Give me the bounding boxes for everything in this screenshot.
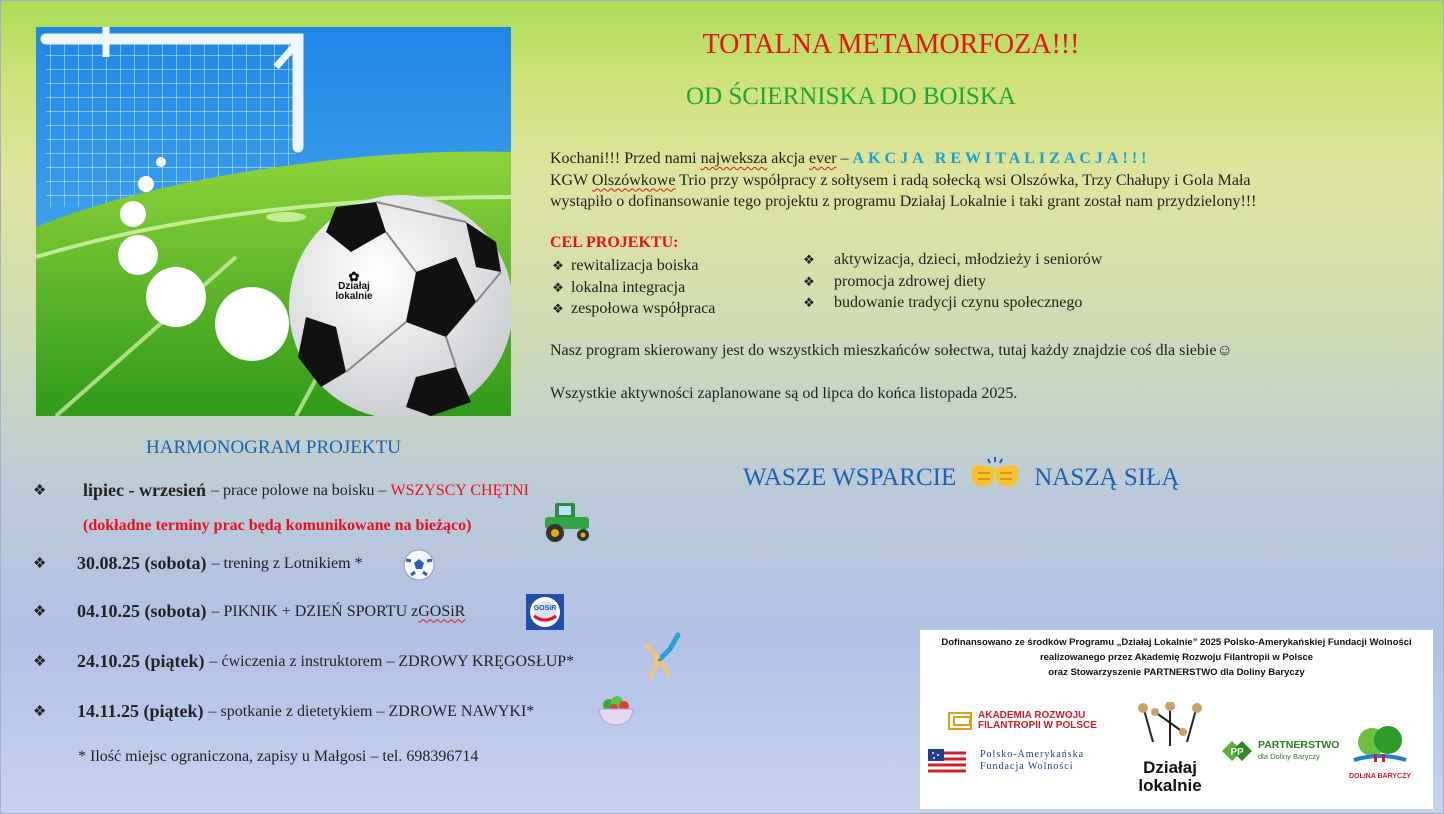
pafw-line-1: Polsko-Amerykańska [980, 749, 1085, 760]
fist-bump-icon [968, 455, 1022, 500]
soccer-goal-illustration [36, 27, 511, 416]
schedule-desc: – spotkanie z dietetykiem – ZDROWE NAWYKI* [208, 702, 535, 720]
support-left: WASZE WSPARCIE [743, 463, 957, 491]
pafw-flag-icon [928, 745, 966, 777]
intro-line-2-rest: Trio przy współpracy z sołtysem i radą sołecką wsi Olszówka, Trzy Chałupy i Gola Mała [675, 171, 1251, 189]
goal-label: lokalna integracja [571, 278, 686, 296]
support-right: NASZĄ SIŁĄ [1034, 463, 1180, 491]
schedule-desc: – ćwiczenia z instruktorem – ZDROWY KRĘGOSŁUP* [209, 652, 575, 670]
diamond-bullet-icon: ❖ [803, 295, 815, 310]
schedule-row [33, 651, 574, 672]
dolina-text: DOLINA BARYCZY [1348, 773, 1412, 780]
schedule-title: HARMONOGRAM PROJEKTU [146, 437, 401, 458]
intro-kgw: KGW [550, 171, 592, 189]
schedule-row [33, 480, 529, 501]
intro-misspelled-word: najweksza [700, 150, 768, 167]
diamond-bullet-icon: ❖ [803, 273, 815, 289]
arfp-line-1: AKADEMIA ROZWOJU [978, 710, 1086, 721]
partner-line-2: dla Doliny Baryczy [1258, 752, 1320, 761]
soccer-ball-icon [402, 548, 436, 587]
arfp-line-2: FILANTROPII W POLSCE [978, 720, 1097, 731]
ball-logo [334, 269, 374, 302]
dzialaj-lokalnie-logo [1130, 702, 1210, 795]
intro-line-3: wystąpiło o dofinansowanie tego projektu z programu Działaj Lokalnie i taki grant został nam przydzielony!!! [550, 193, 1257, 210]
sponsor-line-1: Dofinansowano ze środków Programu „Działaj Lokalnie” 2025 Polsko-Amerykańskiej Fundacji Wolności [941, 637, 1412, 648]
list-item [802, 292, 1102, 314]
program-text: Nasz program skierowany jest do wszystkich mieszkańców sołectwa, tutaj każdy znajdzie coś dla siebie☺ [550, 342, 1233, 359]
cartwheel-icon [638, 631, 682, 684]
goal-label: zespołowa współpraca [571, 300, 716, 317]
dl-line-1: Działaj [1143, 758, 1197, 777]
schedule-row [33, 553, 363, 574]
intro-olszowkowe: Olszówkowe [591, 171, 676, 189]
partner-line-1: PARTNERSTWO [1258, 739, 1340, 751]
goals-list-left [551, 255, 715, 320]
ball-logo-line1: Działaj [338, 281, 370, 292]
dzialaj-lokalnie-flowers-icon [1133, 702, 1207, 754]
pafw-logo [928, 745, 1084, 777]
diamond-bullet-icon: ❖ [803, 252, 815, 267]
arfp-mark-icon [948, 712, 972, 730]
diamond-bullet-icon: ❖ [552, 258, 564, 273]
dates-text: Wszystkie aktywności zaplanowane są od lipca do końca listopada 2025. [550, 385, 1018, 402]
arfp-logo [948, 711, 1097, 731]
diamond-bullet-icon: ❖ [33, 654, 47, 670]
goal-label: budowanie tradycji czynu społecznego [834, 294, 1083, 311]
pafw-line-2: Fundacja Wolności [980, 761, 1074, 772]
partnerstwo-logo [1220, 737, 1339, 765]
schedule-highlight: WSZYSCY CHĘTNI [390, 481, 529, 499]
schedule-row [33, 601, 465, 622]
svg-text:PP: PP [1230, 747, 1244, 758]
ball-logo-flower-icon: ✿ [348, 269, 360, 284]
salad-bowl-icon [597, 691, 635, 734]
goal-label: promocja zdrowej diety [834, 272, 986, 290]
page-subtitle: OD ŚCIERNISKA DO BOISKA [686, 83, 1016, 110]
gosir-logo-icon [526, 594, 564, 635]
intro-line-1 [550, 148, 1410, 170]
intro-text-c: akcja [767, 150, 809, 167]
schedule-desc: – PIKNIK + DZIEŃ SPORTU z [211, 602, 419, 620]
diamond-bullet-icon: ❖ [33, 604, 47, 620]
diamond-bullet-icon: ❖ [33, 704, 47, 720]
schedule-date: 14.11.25 (piątek) [77, 701, 204, 721]
sponsor-line-2: realizowanego przez Akademię Rozwoju Filantropii w Polsce [1039, 652, 1314, 663]
intro-line-2 [550, 170, 1410, 192]
diamond-bullet-icon: ❖ [552, 279, 564, 295]
schedule-date: lipiec - wrzesień [83, 480, 206, 500]
intro-dash: – [836, 150, 853, 167]
schedule-desc: – trening z Lotnikiem * [211, 554, 363, 572]
diamond-bullet-icon: ❖ [33, 556, 47, 572]
intro-word-ever: ever [809, 150, 837, 167]
page-title: TOTALNA METAMORFOZA!!! [702, 29, 1080, 60]
dolina-baryczy-trees-icon [1348, 724, 1412, 768]
schedule-footnote: * Ilość miejsc ograniczona, zapisy u Małgosi – tel. 698396714 [78, 748, 479, 765]
sponsor-text [920, 635, 1433, 680]
intro-akcja-rewitalizacja: AKCJA REWITALIZACJA!!! [852, 150, 1151, 167]
dl-line-2: lokalnie [1138, 776, 1202, 795]
diamond-bullet-icon: ❖ [33, 483, 47, 499]
hero-image [36, 27, 511, 416]
sponsor-box [920, 630, 1433, 809]
schedule-date: 24.10.25 (piątek) [77, 651, 205, 671]
tractor-icon [541, 499, 595, 548]
list-item [551, 298, 715, 320]
schedule-note: (dokładne terminy prac będą komunikowane na bieżąco) [83, 517, 472, 534]
schedule-gosir: GOSiR [418, 602, 466, 620]
ball-logo-line2: lokalnie [335, 291, 373, 302]
sponsor-line-3: oraz Stowarzyszenie PARTNERSTWO dla Doliny Baryczy [1048, 667, 1305, 678]
list-item [551, 277, 715, 299]
schedule-row [33, 701, 534, 722]
goal-label: rewitalizacja boiska [571, 257, 699, 274]
goals-list-right [802, 249, 1102, 314]
goals-heading: CEL PROJEKTU: [550, 234, 679, 251]
schedule-date: 30.08.25 (sobota) [77, 553, 207, 573]
schedule-desc: – prace polowe na boisku – [210, 481, 387, 499]
list-item [551, 255, 715, 277]
intro-text-a: Kochani!!! Przed nami [550, 150, 701, 167]
partnerstwo-mark-icon [1220, 737, 1254, 765]
diamond-bullet-icon: ❖ [552, 301, 564, 316]
svg-text:GOSiR: GOSiR [533, 605, 557, 612]
list-item [802, 271, 1102, 293]
support-slogan [743, 455, 1179, 500]
dolina-baryczy-logo [1345, 724, 1415, 780]
intro-text [550, 148, 1410, 213]
list-item [802, 249, 1102, 271]
schedule-date: 04.10.25 (sobota) [77, 601, 207, 621]
goal-label: aktywizacja, dzieci, młodzieży i seniorów [834, 251, 1103, 268]
